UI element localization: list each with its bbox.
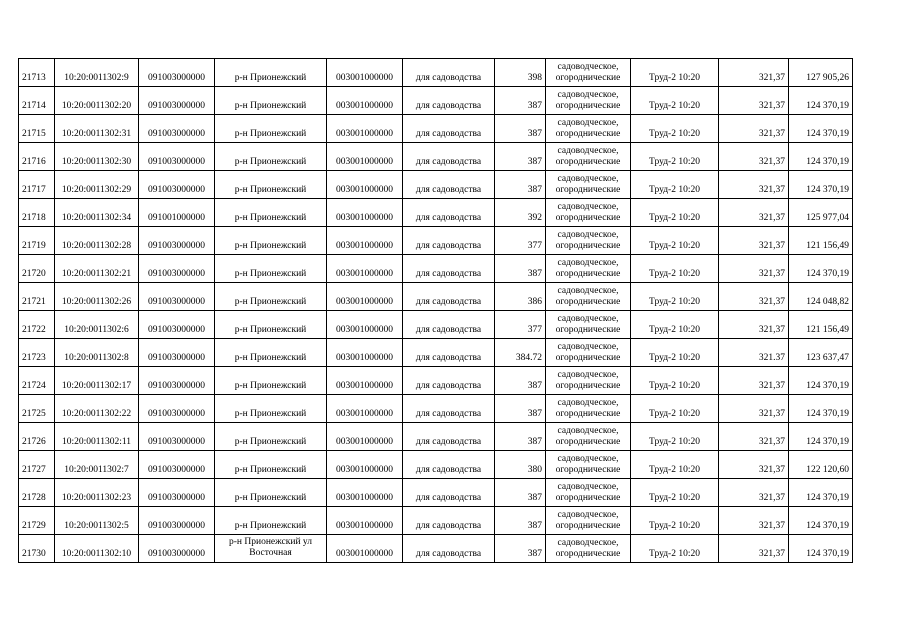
use-type-cell: садоводческое, огороднические (546, 87, 631, 115)
category-code-cell: 003001000000 (327, 87, 403, 115)
area-cell: 387 (495, 535, 546, 563)
okato-code-cell: 091003000000 (139, 87, 215, 115)
category-code-cell: 003001000000 (327, 199, 403, 227)
cadastral-number-cell: 10:20:0011302:20 (55, 87, 139, 115)
area-cell: 387 (495, 423, 546, 451)
permitted-use-cell: для садоводства (403, 311, 495, 339)
permitted-use-cell: для садоводства (403, 255, 495, 283)
table-row (19, 479, 853, 507)
row-number-cell: 21729 (19, 507, 55, 535)
specific-value-cell: 321,37 (719, 171, 789, 199)
okato-code-cell: 091001000000 (139, 199, 215, 227)
cadastral-value-cell: 124 370,19 (789, 423, 853, 451)
address-cell: р-н Прионежский (215, 283, 327, 311)
cadastral-value-cell: 124 370,19 (789, 479, 853, 507)
permitted-use-cell: для садоводства (403, 143, 495, 171)
row-number-cell: 21726 (19, 423, 55, 451)
okato-code-cell: 091003000000 (139, 395, 215, 423)
row-number-cell: 21727 (19, 451, 55, 479)
category-code-cell: 003001000000 (327, 423, 403, 451)
category-code-cell: 003001000000 (327, 255, 403, 283)
specific-value-cell: 321,37 (719, 451, 789, 479)
category-code-cell: 003001000000 (327, 227, 403, 255)
valuation-zone-cell: Труд-2 10:20 (631, 535, 719, 563)
area-cell: 377 (495, 311, 546, 339)
okato-code-cell: 091003000000 (139, 311, 215, 339)
valuation-zone-cell: Труд-2 10:20 (631, 227, 719, 255)
cadastral-number-cell: 10:20:0011302:34 (55, 199, 139, 227)
specific-value-cell: 321,37 (719, 367, 789, 395)
valuation-zone-cell: Труд-2 10:20 (631, 115, 719, 143)
cadastral-value-cell: 124 370,19 (789, 115, 853, 143)
specific-value-cell: 321,37 (719, 311, 789, 339)
row-number-cell: 21717 (19, 171, 55, 199)
cadastral-number-cell: 10:20:0011302:9 (55, 59, 139, 87)
permitted-use-cell: для садоводства (403, 87, 495, 115)
cadastral-number-cell: 10:20:0011302:31 (55, 115, 139, 143)
permitted-use-cell: для садоводства (403, 451, 495, 479)
cadastral-value-sheet (18, 58, 852, 563)
area-cell: 387 (495, 87, 546, 115)
permitted-use-cell: для садоводства (403, 339, 495, 367)
cadastral-value-cell: 124 370,19 (789, 367, 853, 395)
area-cell: 386 (495, 283, 546, 311)
valuation-zone-cell: Труд-2 10:20 (631, 171, 719, 199)
permitted-use-cell: для садоводства (403, 395, 495, 423)
valuation-zone-cell: Труд-2 10:20 (631, 199, 719, 227)
row-number-cell: 21721 (19, 283, 55, 311)
cadastral-number-cell: 10:20:0011302:11 (55, 423, 139, 451)
table-row (19, 255, 853, 283)
cadastral-number-cell: 10:20:0011302:6 (55, 311, 139, 339)
permitted-use-cell: для садоводства (403, 367, 495, 395)
cadastral-number-cell: 10:20:0011302:22 (55, 395, 139, 423)
use-type-cell: садоводческое, огороднические (546, 423, 631, 451)
table-row (19, 199, 853, 227)
row-number-cell: 21725 (19, 395, 55, 423)
specific-value-cell: 321,37 (719, 283, 789, 311)
use-type-cell: садоводческое, огороднические (546, 115, 631, 143)
table-row (19, 535, 853, 563)
cadastral-value-cell: 122 120,60 (789, 451, 853, 479)
okato-code-cell: 091003000000 (139, 367, 215, 395)
use-type-cell: садоводческое, огороднические (546, 227, 631, 255)
valuation-zone-cell: Труд-2 10:20 (631, 423, 719, 451)
table-row (19, 59, 853, 87)
cadastral-value-cell: 124 370,19 (789, 395, 853, 423)
table-row (19, 143, 853, 171)
okato-code-cell: 091003000000 (139, 283, 215, 311)
use-type-cell: садоводческое, огороднические (546, 171, 631, 199)
cadastral-value-cell: 124 370,19 (789, 87, 853, 115)
address-cell: р-н Прионежский (215, 87, 327, 115)
table-row (19, 451, 853, 479)
category-code-cell: 003001000000 (327, 395, 403, 423)
valuation-zone-cell: Труд-2 10:20 (631, 479, 719, 507)
valuation-zone-cell: Труд-2 10:20 (631, 339, 719, 367)
row-number-cell: 21719 (19, 227, 55, 255)
table-row (19, 423, 853, 451)
valuation-zone-cell: Труд-2 10:20 (631, 255, 719, 283)
use-type-cell: садоводческое, огороднические (546, 283, 631, 311)
row-number-cell: 21718 (19, 199, 55, 227)
use-type-cell: садоводческое, огороднические (546, 199, 631, 227)
cadastral-value-cell: 124 370,19 (789, 171, 853, 199)
row-number-cell: 21714 (19, 87, 55, 115)
permitted-use-cell: для садоводства (403, 199, 495, 227)
row-number-cell: 21728 (19, 479, 55, 507)
table-row (19, 227, 853, 255)
okato-code-cell: 091003000000 (139, 171, 215, 199)
category-code-cell: 003001000000 (327, 535, 403, 563)
table-row (19, 339, 853, 367)
use-type-cell: садоводческое, огороднические (546, 535, 631, 563)
category-code-cell: 003001000000 (327, 507, 403, 535)
address-cell: р-н Прионежский (215, 479, 327, 507)
permitted-use-cell: для садоводства (403, 227, 495, 255)
specific-value-cell: 321,37 (719, 199, 789, 227)
area-cell: 387 (495, 367, 546, 395)
use-type-cell: садоводческое, огороднические (546, 507, 631, 535)
valuation-zone-cell: Труд-2 10:20 (631, 451, 719, 479)
okato-code-cell: 091003000000 (139, 507, 215, 535)
table-row (19, 507, 853, 535)
use-type-cell: садоводческое, огороднические (546, 451, 631, 479)
category-code-cell: 003001000000 (327, 339, 403, 367)
use-type-cell: садоводческое, огороднические (546, 395, 631, 423)
specific-value-cell: 321,37 (719, 479, 789, 507)
okato-code-cell: 091003000000 (139, 255, 215, 283)
table-row (19, 283, 853, 311)
area-cell: 392 (495, 199, 546, 227)
okato-code-cell: 091003000000 (139, 339, 215, 367)
table-row (19, 115, 853, 143)
permitted-use-cell: для садоводства (403, 479, 495, 507)
cadastral-value-cell: 127 905,26 (789, 59, 853, 87)
table-body (19, 59, 853, 563)
table-row (19, 367, 853, 395)
valuation-zone-cell: Труд-2 10:20 (631, 507, 719, 535)
address-cell: р-н Прионежский (215, 451, 327, 479)
valuation-zone-cell: Труд-2 10:20 (631, 59, 719, 87)
permitted-use-cell: для садоводства (403, 171, 495, 199)
category-code-cell: 003001000000 (327, 451, 403, 479)
cadastral-number-cell: 10:20:0011302:28 (55, 227, 139, 255)
valuation-zone-cell: Труд-2 10:20 (631, 367, 719, 395)
address-cell: р-н Прионежский (215, 507, 327, 535)
address-cell: р-н Прионежский (215, 199, 327, 227)
specific-value-cell: 321,37 (719, 115, 789, 143)
area-cell: 387 (495, 171, 546, 199)
cadastral-number-cell: 10:20:0011302:23 (55, 479, 139, 507)
table-row (19, 311, 853, 339)
okato-code-cell: 091003000000 (139, 59, 215, 87)
address-cell: р-н Прионежский (215, 311, 327, 339)
category-code-cell: 003001000000 (327, 479, 403, 507)
area-cell: 384.72 (495, 339, 546, 367)
use-type-cell: садоводческое, огороднические (546, 255, 631, 283)
row-number-cell: 21716 (19, 143, 55, 171)
address-cell: р-н Прионежский (215, 143, 327, 171)
cadastral-number-cell: 10:20:0011302:29 (55, 171, 139, 199)
cadastral-number-cell: 10:20:0011302:8 (55, 339, 139, 367)
address-cell: р-н Прионежский (215, 227, 327, 255)
area-cell: 387 (495, 395, 546, 423)
table-row (19, 395, 853, 423)
address-cell: р-н Прионежский (215, 339, 327, 367)
address-cell: р-н Прионежский (215, 423, 327, 451)
table-row (19, 87, 853, 115)
permitted-use-cell: для садоводства (403, 115, 495, 143)
okato-code-cell: 091003000000 (139, 451, 215, 479)
valuation-zone-cell: Труд-2 10:20 (631, 143, 719, 171)
use-type-cell: садоводческое, огороднические (546, 339, 631, 367)
permitted-use-cell: для садоводства (403, 283, 495, 311)
address-cell: р-н Прионежский (215, 115, 327, 143)
specific-value-cell: 321,37 (719, 423, 789, 451)
cadastral-number-cell: 10:20:0011302:17 (55, 367, 139, 395)
cadastral-number-cell: 10:20:0011302:30 (55, 143, 139, 171)
cadastral-number-cell: 10:20:0011302:5 (55, 507, 139, 535)
address-cell: р-н Прионежский ул Восточная (215, 535, 327, 563)
category-code-cell: 003001000000 (327, 311, 403, 339)
permitted-use-cell: для садоводства (403, 423, 495, 451)
specific-value-cell: 321,37 (719, 507, 789, 535)
category-code-cell: 003001000000 (327, 143, 403, 171)
area-cell: 387 (495, 507, 546, 535)
specific-value-cell: 321,37 (719, 255, 789, 283)
category-code-cell: 003001000000 (327, 59, 403, 87)
okato-code-cell: 091003000000 (139, 115, 215, 143)
permitted-use-cell: для садоводства (403, 59, 495, 87)
cadastral-value-cell: 124 370,19 (789, 143, 853, 171)
area-cell: 387 (495, 479, 546, 507)
address-cell: р-н Прионежский (215, 367, 327, 395)
cadastral-value-cell: 124 370,19 (789, 535, 853, 563)
category-code-cell: 003001000000 (327, 367, 403, 395)
specific-value-cell: 321,37 (719, 143, 789, 171)
row-number-cell: 21720 (19, 255, 55, 283)
okato-code-cell: 091003000000 (139, 143, 215, 171)
area-cell: 387 (495, 115, 546, 143)
use-type-cell: садоводческое, огороднические (546, 59, 631, 87)
valuation-zone-cell: Труд-2 10:20 (631, 87, 719, 115)
cadastral-value-cell: 121 156,49 (789, 227, 853, 255)
area-cell: 387 (495, 143, 546, 171)
use-type-cell: садоводческое, огороднические (546, 143, 631, 171)
address-cell: р-н Прионежский (215, 171, 327, 199)
specific-value-cell: 321,37 (719, 59, 789, 87)
okato-code-cell: 091003000000 (139, 479, 215, 507)
valuation-zone-cell: Труд-2 10:20 (631, 395, 719, 423)
specific-value-cell: 321,37 (719, 395, 789, 423)
specific-value-cell: 321,37 (719, 87, 789, 115)
permitted-use-cell: для садоводства (403, 535, 495, 563)
area-cell: 398 (495, 59, 546, 87)
category-code-cell: 003001000000 (327, 115, 403, 143)
category-code-cell: 003001000000 (327, 171, 403, 199)
cadastral-number-cell: 10:20:0011302:21 (55, 255, 139, 283)
row-number-cell: 21730 (19, 535, 55, 563)
address-cell: р-н Прионежский (215, 59, 327, 87)
valuation-zone-cell: Труд-2 10:20 (631, 283, 719, 311)
cadastral-value-cell: 121 156,49 (789, 311, 853, 339)
address-cell: р-н Прионежский (215, 395, 327, 423)
cadastral-number-cell: 10:20:0011302:7 (55, 451, 139, 479)
okato-code-cell: 091003000000 (139, 423, 215, 451)
cadastral-value-cell: 124 370,19 (789, 507, 853, 535)
row-number-cell: 21724 (19, 367, 55, 395)
use-type-cell: садоводческое, огороднические (546, 311, 631, 339)
table-row (19, 171, 853, 199)
row-number-cell: 21715 (19, 115, 55, 143)
cadastral-value-cell: 124 048,82 (789, 283, 853, 311)
row-number-cell: 21713 (19, 59, 55, 87)
cadastral-number-cell: 10:20:0011302:10 (55, 535, 139, 563)
use-type-cell: садоводческое, огороднические (546, 367, 631, 395)
area-cell: 377 (495, 227, 546, 255)
specific-value-cell: 321.37 (719, 339, 789, 367)
row-number-cell: 21723 (19, 339, 55, 367)
valuation-zone-cell: Труд-2 10:20 (631, 311, 719, 339)
row-number-cell: 21722 (19, 311, 55, 339)
land-parcel-table (18, 58, 853, 563)
use-type-cell: садоводческое, огороднические (546, 479, 631, 507)
cadastral-number-cell: 10:20:0011302:26 (55, 283, 139, 311)
cadastral-value-cell: 125 977,04 (789, 199, 853, 227)
cadastral-value-cell: 124 370,19 (789, 255, 853, 283)
area-cell: 380 (495, 451, 546, 479)
okato-code-cell: 091003000000 (139, 227, 215, 255)
address-cell: р-н Прионежский (215, 255, 327, 283)
specific-value-cell: 321,37 (719, 535, 789, 563)
specific-value-cell: 321,37 (719, 227, 789, 255)
okato-code-cell: 091003000000 (139, 535, 215, 563)
category-code-cell: 003001000000 (327, 283, 403, 311)
permitted-use-cell: для садоводства (403, 507, 495, 535)
area-cell: 387 (495, 255, 546, 283)
cadastral-value-cell: 123 637,47 (789, 339, 853, 367)
